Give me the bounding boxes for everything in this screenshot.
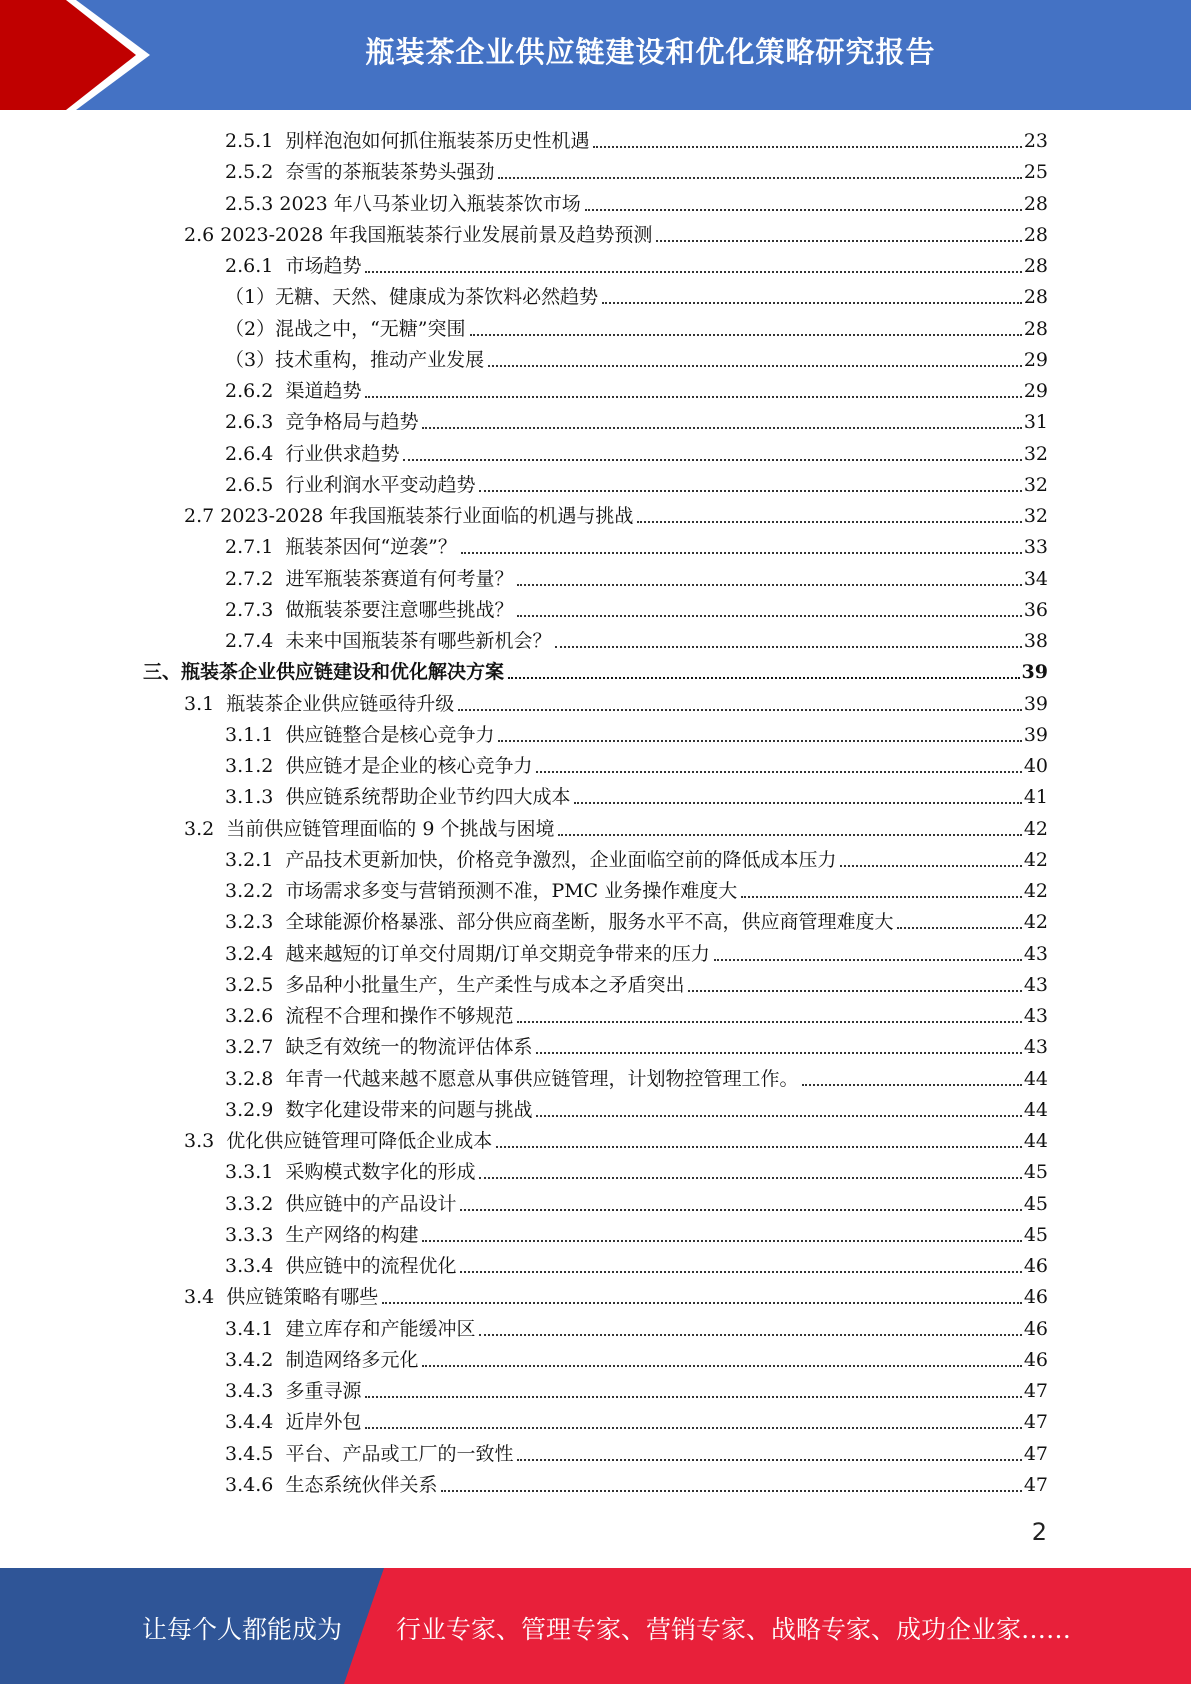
toc-dot-leader (536, 1114, 1021, 1117)
toc-entry[interactable] (225, 1190, 1048, 1218)
toc-dot-leader (461, 551, 1022, 554)
toc-entry-title: 做瓶装茶要注意哪些挑战？ (285, 598, 514, 621)
toc-entry[interactable] (225, 971, 1048, 999)
toc-dot-leader (498, 739, 1021, 742)
toc-entry-page: 45 (1023, 1192, 1048, 1215)
toc-entry[interactable] (225, 315, 1048, 343)
toc-entry-title: 越来越短的订单交付周期/订单交期竞争带来的压力 (285, 942, 710, 965)
toc-entry-title: 供应链系统帮助企业节约四大成本 (285, 786, 571, 809)
toc-entry-page: 34 (1023, 567, 1048, 590)
toc-entry[interactable] (184, 502, 1048, 530)
toc-entry-number: 2.7.2 (225, 567, 286, 590)
toc-dot-leader (458, 708, 1022, 711)
toc-entry-title: 产品技术更新加快，价格竞争激烈，企业面临空前的降低成本压力 (285, 848, 837, 871)
toc-dot-leader (558, 833, 1021, 836)
toc-entry[interactable] (225, 1033, 1048, 1061)
toc-dot-leader (517, 1458, 1021, 1461)
toc-entry-title: 渠道趋势 (285, 380, 362, 402)
toc-entry[interactable] (225, 908, 1048, 936)
toc-entry-title: 瓶装茶因何“逆袭”？ (285, 536, 457, 559)
toc-entry-title: 市场需求多变与营销预测不准，PMC 业务操作难度大 (285, 880, 738, 902)
toc-entry-page: 39 (1023, 723, 1048, 746)
toc-entry-title: （1）无糖、天然、健康成为茶饮料必然趋势 (225, 286, 599, 309)
toc-entry-page: 28 (1023, 255, 1048, 277)
toc-entry[interactable] (225, 440, 1048, 468)
toc-entry-number: 3.4.3 (225, 1380, 286, 1402)
toc-entry[interactable] (225, 158, 1048, 186)
toc-entry-title: （3）技术重构，推动产业发展 (225, 348, 485, 371)
toc-entry-title: 供应链中的产品设计 (285, 1192, 457, 1215)
toc-dot-leader (422, 426, 1021, 429)
toc-entry-page: 47 (1023, 1380, 1048, 1402)
toc-entry[interactable] (225, 252, 1048, 280)
toc-entry-title: 奈雪的茶瓶装茶势头强劲 (285, 161, 495, 184)
toc-entry-number: 3.3.4 (225, 1255, 286, 1277)
toc-entry-title: （2）混战之中，“无糖”突围 (225, 317, 466, 340)
toc-entry-number: 3.3.2 (225, 1192, 286, 1215)
toc-entry[interactable] (225, 1158, 1048, 1186)
toc-entry-title: 平台、产品或工厂的一致性 (285, 1442, 514, 1465)
toc-entry[interactable] (225, 1408, 1048, 1436)
toc-entry-number: 2.6.1 (225, 255, 286, 277)
toc-dot-leader (382, 1301, 1022, 1304)
toc-entry-number: 3.4.6 (225, 1473, 286, 1496)
toc-entry-title: 瓶装茶企业供应链亟待升级 (226, 692, 455, 715)
toc-entry[interactable] (184, 1127, 1048, 1155)
toc-entry-number: 3.1 (184, 692, 227, 715)
toc-entry-title: 生态系统伙伴关系 (285, 1473, 438, 1496)
toc-entry-number: 2.7.3 (225, 598, 286, 621)
toc-dot-leader (536, 770, 1021, 773)
toc-entry[interactable] (225, 1377, 1048, 1405)
toc-dot-leader (496, 1145, 1022, 1148)
toc-entry-title: 2023 年八马茶业切入瓶装茶饮市场 (279, 192, 581, 215)
toc-entry-number: 3.4.1 (225, 1317, 286, 1340)
toc-entry[interactable] (184, 1283, 1048, 1311)
toc-dot-leader (422, 1239, 1021, 1242)
toc-entry-page: 38 (1023, 630, 1048, 652)
toc-entry-page: 23 (1023, 130, 1048, 152)
toc-entry-page: 36 (1023, 598, 1048, 621)
toc-entry-page: 46 (1023, 1286, 1048, 1309)
toc-entry-page: 39 (1021, 661, 1048, 684)
toc-dot-leader (593, 145, 1021, 148)
toc-entry-title: 制造网络多元化 (285, 1348, 419, 1371)
toc-dot-leader (517, 583, 1021, 586)
toc-dot-leader (460, 1208, 1021, 1211)
toc-entry-title: 流程不合理和操作不够规范 (285, 1005, 514, 1027)
toc-entry-page: 46 (1023, 1255, 1048, 1277)
document-title: 瓶装茶企业供应链建设和优化策略研究报告 (365, 35, 936, 69)
toc-entry-title: 别样泡泡如何抓住瓶装茶历史性机遇 (285, 130, 590, 152)
toc-dot-leader (714, 958, 1022, 961)
toc-dot-leader (365, 1426, 1021, 1429)
toc-entry[interactable] (184, 815, 1048, 843)
toc-entry-page: 40 (1023, 755, 1048, 777)
toc-entry[interactable] (225, 377, 1048, 405)
toc-entry-number: 3.3.1 (225, 1161, 286, 1184)
toc-entry-page: 47 (1023, 1411, 1048, 1434)
toc-entry-title: 建立库存和产能缓冲区 (285, 1317, 476, 1340)
toc-entry-page: 28 (1023, 286, 1048, 309)
toc-entry-title: 缺乏有效统一的物流评估体系 (285, 1036, 533, 1059)
toc-dot-leader (536, 1051, 1021, 1054)
toc-entry-title: 2023-2028 年我国瓶装茶行业发展前景及趋势预测 (220, 223, 653, 246)
toc-dot-leader (441, 1489, 1021, 1492)
toc-entry-page: 28 (1023, 192, 1048, 215)
toc-entry-number: 2.7 (184, 505, 221, 527)
toc-entry-title: 行业利润水平变动趋势 (285, 473, 476, 496)
toc-entry-page: 43 (1023, 942, 1048, 965)
toc-entry[interactable] (225, 1315, 1048, 1343)
toc-entry-title: 竞争格局与趋势 (285, 411, 419, 434)
footer-slogan-right: 行业专家、管理专家、营销专家、战略专家、成功企业家…… (396, 1615, 1072, 1644)
toc-entry-number: 2.6.5 (225, 473, 286, 496)
toc-entry-page: 42 (1023, 880, 1048, 902)
toc-entry-title: 市场趋势 (285, 255, 362, 277)
toc-dot-leader (470, 333, 1022, 336)
toc-dot-leader (688, 989, 1021, 992)
toc-entry-number: 3.4.5 (225, 1442, 286, 1465)
toc-entry[interactable] (225, 408, 1048, 436)
toc-dot-leader (840, 864, 1021, 867)
toc-entry-page: 39 (1023, 692, 1048, 715)
toc-entry-page: 41 (1023, 786, 1048, 809)
toc-dot-leader (517, 1020, 1021, 1023)
toc-dot-leader (602, 301, 1022, 304)
toc-entry[interactable] (225, 1252, 1048, 1280)
toc-dot-leader (479, 489, 1021, 492)
footer-slogan-left: 让每个人都能成为 (142, 1615, 343, 1644)
toc-entry-page: 44 (1023, 1098, 1048, 1121)
toc-dot-leader (479, 1333, 1021, 1336)
toc-dot-leader (897, 926, 1021, 929)
toc-entry-page: 42 (1023, 848, 1048, 871)
toc-entry[interactable] (225, 190, 1048, 218)
toc-entry[interactable] (184, 221, 1048, 249)
toc-entry-page: 29 (1023, 348, 1048, 371)
toc-entry-page: 47 (1023, 1442, 1048, 1465)
toc-entry[interactable] (143, 658, 1048, 686)
toc-entry-title: 优化供应链管理可降低企业成本 (226, 1130, 493, 1152)
toc-entry-page: 32 (1023, 473, 1048, 496)
toc-entry[interactable] (225, 1002, 1048, 1030)
toc-entry-page: 44 (1023, 1067, 1048, 1090)
toc-entry-title: 行业供求趋势 (285, 442, 400, 465)
toc-entry[interactable] (225, 1096, 1048, 1124)
toc-entry[interactable] (225, 752, 1048, 780)
toc-entry-title: 进军瓶装茶赛道有何考量？ (285, 567, 514, 590)
toc-entry-number: 2.7.1 (225, 536, 286, 559)
toc-entry[interactable] (225, 940, 1048, 968)
toc-entry-number: 3.2.6 (225, 1005, 286, 1027)
toc-entry-number: 3.3 (184, 1130, 227, 1152)
toc-entry[interactable] (225, 346, 1048, 374)
toc-entry[interactable] (225, 596, 1048, 624)
toc-entry-number: 3.2.1 (225, 848, 286, 871)
toc-entry[interactable] (225, 1471, 1048, 1499)
toc-entry-title: 供应链中的流程优化 (285, 1255, 457, 1277)
toc-dot-leader (555, 645, 1021, 648)
toc-entry[interactable] (225, 565, 1048, 593)
toc-entry-title: 供应链才是企业的核心竞争力 (285, 755, 533, 777)
toc-dot-leader (585, 208, 1022, 211)
toc-entry-page: 32 (1023, 442, 1048, 465)
toc-entry-page: 43 (1023, 1036, 1048, 1059)
toc-dot-leader (403, 458, 1021, 461)
toc-entry-title: 供应链整合是核心竞争力 (285, 723, 495, 746)
toc-entry-number: 3.2.8 (225, 1067, 286, 1090)
toc-dot-leader (498, 176, 1021, 179)
toc-entry[interactable] (225, 877, 1048, 905)
page-number: 2 (1031, 1518, 1047, 1546)
toc-entry-title: 近岸外包 (285, 1411, 362, 1434)
toc-entry[interactable] (225, 627, 1048, 655)
toc-entry-number: 2.7.4 (225, 630, 286, 652)
toc-entry-page: 43 (1023, 973, 1048, 996)
toc-entry-page: 25 (1023, 161, 1048, 184)
toc-entry-page: 45 (1023, 1161, 1048, 1184)
toc-entry-page: 28 (1023, 317, 1048, 340)
toc-entry-title: 多重寻源 (285, 1380, 362, 1402)
toc-entry-page: 46 (1023, 1348, 1048, 1371)
toc-entry-page: 44 (1023, 1130, 1048, 1152)
toc-dot-leader (488, 364, 1022, 367)
toc-entry[interactable] (225, 1346, 1048, 1374)
toc-entry-page: 31 (1023, 411, 1048, 434)
toc-entry-page: 28 (1023, 223, 1048, 246)
toc-entry[interactable] (184, 690, 1048, 718)
toc-entry-number: 3.2.9 (225, 1098, 286, 1121)
toc-entry-page: 47 (1023, 1473, 1048, 1496)
toc-dot-leader (422, 1364, 1021, 1367)
toc-entry[interactable] (225, 1221, 1048, 1249)
toc-entry[interactable] (225, 533, 1048, 561)
toc-dot-leader (741, 895, 1022, 898)
toc-entry-number: 3.2.3 (225, 911, 286, 934)
toc-entry-number: 3.2.5 (225, 973, 286, 996)
toc-entry-number: 3.1.2 (225, 755, 286, 777)
toc-dot-leader (656, 239, 1021, 242)
toc-dot-leader (637, 520, 1021, 523)
toc-entry-title: 当前供应链管理面临的 9 个挑战与困境 (226, 817, 555, 840)
toc-entry-title: 供应链策略有哪些 (226, 1286, 379, 1309)
toc-entry-number: 3.2 (184, 817, 227, 840)
toc-entry-number: 2.5.3 (225, 192, 280, 215)
toc-entry-number: 3.4.2 (225, 1348, 286, 1371)
toc-entry-title: 2023-2028 年我国瓶装茶行业面临的机遇与挑战 (220, 505, 634, 527)
toc-entry-number: 2.6.2 (225, 380, 286, 402)
toc-entry-number: 2.6.4 (225, 442, 286, 465)
toc-entry-page: 46 (1023, 1317, 1048, 1340)
toc-entry-title: 全球能源价格暴涨、部分供应商垄断，服务水平不高，供应商管理难度大 (285, 911, 894, 934)
toc-entry[interactable] (225, 283, 1048, 311)
toc-entry-number: 3.1.3 (225, 786, 286, 809)
toc-entry-title: 年青一代越来越不愿意从事供应链管理，计划物控管理工作。 (285, 1067, 799, 1090)
toc-entry-page: 42 (1023, 911, 1048, 934)
toc-entry[interactable] (225, 471, 1048, 499)
toc-entry-number: 3.4 (184, 1286, 227, 1309)
toc-dot-leader (365, 395, 1021, 398)
toc-entry-number: 2.5.1 (225, 130, 286, 152)
toc-entry-number: 3.2.7 (225, 1036, 286, 1059)
toc-entry-page: 42 (1023, 817, 1048, 840)
toc-dot-leader (479, 1176, 1021, 1179)
toc-dot-leader (365, 270, 1021, 273)
toc-entry-page: 32 (1023, 505, 1048, 527)
toc-entry-page: 45 (1023, 1223, 1048, 1246)
toc-entry-title: 数字化建设带来的问题与挑战 (285, 1098, 533, 1121)
toc-entry[interactable] (225, 721, 1048, 749)
toc-entry-page: 43 (1023, 1005, 1048, 1027)
toc-entry-title: 采购模式数字化的形成 (285, 1161, 476, 1184)
toc-entry-number: 3.4.4 (225, 1411, 286, 1434)
toc-entry-title: 三、瓶装茶企业供应链建设和优化解决方案 (143, 661, 505, 684)
toc-dot-leader (365, 1395, 1021, 1398)
toc-entry-number: 3.3.3 (225, 1223, 286, 1246)
toc-dot-leader (460, 1270, 1021, 1273)
toc-entry[interactable] (225, 783, 1048, 811)
toc-entry-number: 3.1.1 (225, 723, 286, 746)
toc-dot-leader (517, 614, 1021, 617)
toc-entry-page: 29 (1023, 380, 1048, 402)
toc-entry-number: 2.5.2 (225, 161, 286, 184)
toc-dot-leader (574, 801, 1021, 804)
toc-entry[interactable] (225, 1065, 1048, 1093)
toc-entry-page: 33 (1023, 536, 1048, 559)
toc-entry-number: 3.2.2 (225, 880, 286, 902)
toc-entry[interactable] (225, 1440, 1048, 1468)
header-banner (0, 0, 1191, 110)
toc-dot-leader (508, 676, 1020, 679)
toc-entry[interactable] (225, 846, 1048, 874)
toc-entry-number: 2.6 (184, 223, 221, 246)
toc-entry-title: 多品种小批量生产，生产柔性与成本之矛盾突出 (285, 973, 685, 996)
toc-entry[interactable] (225, 127, 1048, 155)
toc-entry-title: 未来中国瓶装茶有哪些新机会？ (285, 630, 552, 652)
toc-entry-title: 生产网络的构建 (285, 1223, 419, 1246)
toc-dot-leader (802, 1083, 1021, 1086)
footer-banner (0, 1568, 1191, 1684)
toc-entry-number: 3.2.4 (225, 942, 286, 965)
toc-entry-number: 2.6.3 (225, 411, 286, 434)
